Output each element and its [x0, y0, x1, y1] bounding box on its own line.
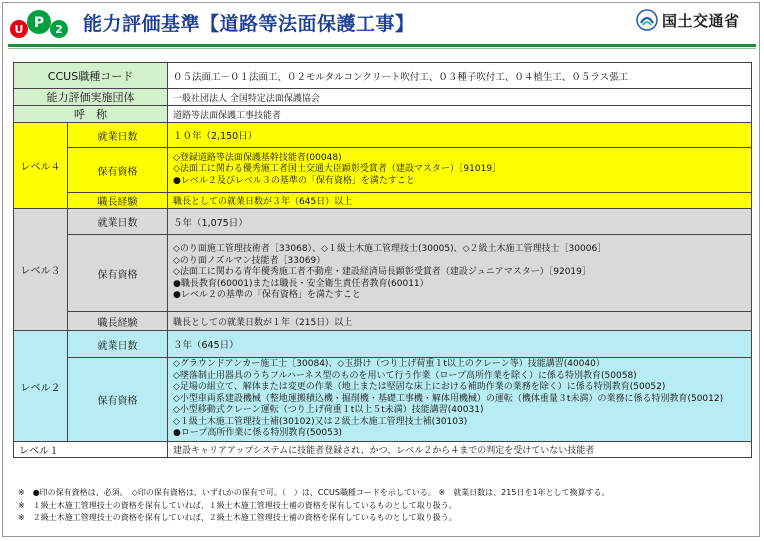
- level3-qual-item: ●職長教育(60001)または職長・安全衛生責任者教育(60011）: [173, 278, 429, 289]
- level3-qual-item: ●レベル２の基準の「保有資格」を満たすこと: [173, 290, 361, 301]
- level2-qual-item: ◇１級土木施工管理技士補(30102)又は２級土木施工管理技士補(30103): [173, 416, 468, 427]
- logo-letter-u: U: [14, 23, 24, 36]
- mlit-emblem-icon: [636, 9, 658, 31]
- level1-label: レベル１: [14, 442, 168, 458]
- level3-qual-item: ◇法面工に関わる青年優秀施工者不動産・建設経済局長顕彰受賞者（建設ジュニアマスター）［92019］: [173, 267, 591, 278]
- level2-days-row: [14, 331, 752, 358]
- level3-qual-list: [168, 235, 752, 312]
- footnotes: [18, 487, 610, 525]
- level2-qual-label: 保有資格: [68, 358, 168, 442]
- level3-foreman-row: [14, 312, 752, 331]
- level4-qual-item: ●レベル２及びレベル３の基準の「保有資格」を満たすこと: [173, 175, 415, 186]
- level4-qual-label: 保有資格: [68, 148, 168, 193]
- level2-qual-row: [14, 358, 752, 442]
- level3-qual-item: ◇のり面ノズルマン技能者［33069）: [173, 255, 326, 266]
- level2-qual-item: ◇足場の組立て、解体または変更の作業（地上または堅固な床上における補助作業の業務を除く）に係る特別教育(50052): [173, 382, 666, 393]
- ministry-logo: [636, 8, 740, 32]
- level2-days-value: ３年（645日）: [168, 331, 752, 358]
- level4-qual-list: [168, 148, 752, 193]
- level2-qual-item: ◇グラウンドアンカー施工士［30084)、◇玉掛け（つり上げ荷重１t以上のクレーン等）技能講習(40040）: [173, 359, 605, 370]
- footnote: ※ １級土木施工管理技士の資格を保有していれば、１級土木施工管理技士補の資格を保有しているものとして取り扱う。: [18, 500, 457, 510]
- level3-foreman-label: 職長経験: [68, 312, 168, 331]
- level4-days-value: １０年（2,150日）: [168, 123, 752, 148]
- ccus-code-label: CCUS職種コード: [14, 63, 168, 89]
- level3-qual-item: ◇のり面施工管理技術者［33068）、◇１級土木施工管理技士(30005)、◇２級土木施工管理技士［30006］: [173, 244, 607, 255]
- org-row: [14, 89, 752, 106]
- page-header: [0, 0, 764, 52]
- up2-logo: [9, 5, 71, 45]
- level2-qual-item: ●ロープ高所作業に係る特別教育(50053): [173, 428, 343, 439]
- ccus-code-value: ０５法面工－０１法面工、０２モルタルコンクリート吹付工、０３種子吹付工、０４植生工、０５ラス張工: [168, 63, 752, 89]
- ccus-code-row: [14, 63, 752, 89]
- page-title: 能力評価基準【道路等法面保護工事】: [83, 13, 415, 35]
- level3-label: レベル３: [14, 209, 68, 331]
- level3-qual-label: 保有資格: [68, 235, 168, 312]
- level4-foreman-value: 職長としての就業日数が３年（645日）以上: [168, 193, 752, 209]
- level2-days-label: 就業日数: [68, 331, 168, 358]
- level3-days-row: [14, 209, 752, 235]
- level3-days-label: 就業日数: [68, 209, 168, 235]
- logo-letter-2: 2: [55, 23, 63, 36]
- level4-days-row: [14, 123, 752, 148]
- level4-foreman-row: [14, 193, 752, 209]
- level1-value: 建設キャリアアップシステムに技能者登録され、かつ、レベル２から４までの判定を受けていない技能者: [168, 442, 752, 458]
- level3-qual-row: [14, 235, 752, 312]
- footnote: ※ ●印の保有資格は、必須。 ◇印の保有資格は、いずれかの保有で可。（ ）は、CCUS職種コードを示している。 ※ 就業日数は、215日を1年として換算する。: [18, 488, 610, 497]
- logo-letter-p: P: [33, 15, 45, 31]
- level4-foreman-label: 職長経験: [68, 193, 168, 209]
- level4-qual-item: ◇法面工に関わる優秀施工者国土交通大臣顕彰受賞者（建設マスター）［91019］: [173, 164, 502, 175]
- footnote: ※ ２級土木施工管理技士の資格を保有していれば、２級土木施工管理技士補の資格を保有しているものとして取り扱う。: [18, 513, 457, 522]
- name-row: [14, 106, 752, 123]
- name-value: 道路等法面保護工事技能者: [168, 106, 752, 123]
- level2-qual-item: ◇墜落制止用器具のうちフルハーネス型のものを用いて行う作業（ロープ高所作業を除く）に係る特別教育(50058): [173, 370, 637, 381]
- level2-label: レベル２: [14, 331, 68, 442]
- header-rule-thin: [8, 48, 756, 49]
- header-rule: [8, 44, 756, 47]
- skill-evaluation-table: [13, 62, 752, 458]
- level1-row: [14, 442, 752, 458]
- level2-qual-item: ◇小型車両系建設機械（整地運搬積込機・掘削機・基礎工事機・解体用機械）の運転（機体重量３t未満）の業務に係る特別教育(50012): [173, 393, 724, 404]
- name-label: 呼 称: [14, 106, 168, 123]
- level2-qual-item: ◇小型移動式クレーン運転（つり上げ荷重１t以上５t未満）技能講習(40031): [173, 405, 484, 416]
- level4-label: レベル４: [14, 123, 68, 209]
- level3-days-value: ５年（1,075日）: [168, 209, 752, 235]
- org-label: 能力評価実施団体: [14, 89, 168, 106]
- level4-qual-row: [14, 148, 752, 193]
- level3-foreman-value: 職長としての就業日数が１年（215日）以上: [168, 312, 752, 331]
- ministry-name: 国土交通省: [662, 11, 740, 30]
- level2-qual-list: [168, 358, 752, 442]
- org-value: 一般社団法人 全国特定法面保護協会: [168, 89, 752, 106]
- level4-qual-item: ◇登録道路等法面保護基幹技能者(00048): [173, 152, 342, 163]
- level4-days-label: 就業日数: [68, 123, 168, 148]
